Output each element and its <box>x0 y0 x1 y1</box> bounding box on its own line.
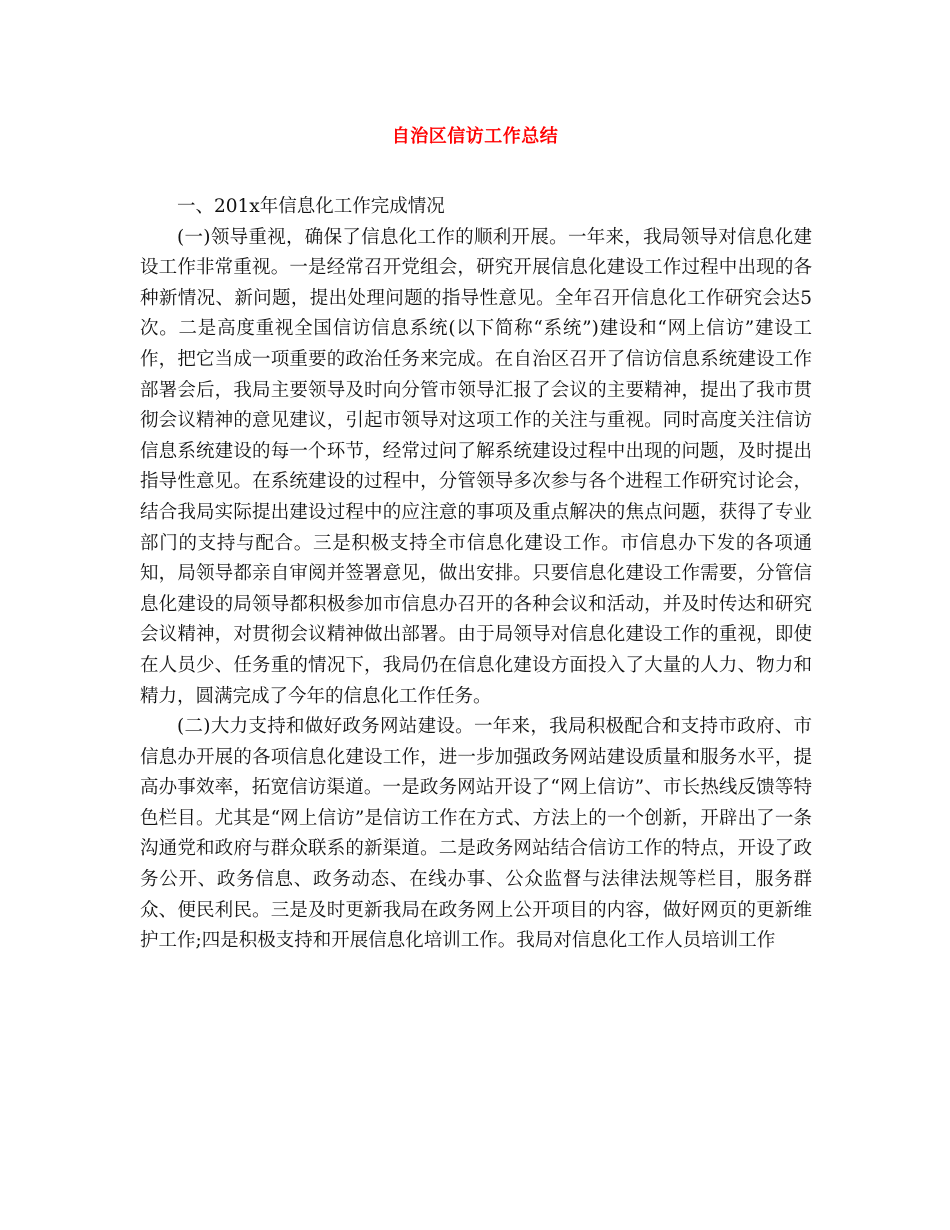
paragraph-2: (二)大力支持和做好政务网站建设。一年来，我局积极配合和支持市政府、市信息办开展的各项信息化建设工作，进一步加强政务网站建设质量和服务水平，提高办事效率，拓宽信访渠道。一是政务网站开设了“网上信访”、市长热线反馈等特色栏目。尤其是“网上信访”是信访工作在方式、方法上的一个创新，开辟出了一条沟通党和政府与群众联系的新渠道。二是政务网站结合信访工作的特点，开设了政务公开、政务信息、政务动态、在线办事、公众监督与法律法规等栏目，服务群众、便民利民。三是及时更新我局在政务网上公开项目的内容，做好网页的更新维护工作;四是积极支持和开展信息化培训工作。我局对信息化工作人员培训工作 <box>140 716 812 952</box>
paragraph-1: (一)领导重视，确保了信息化工作的顺利开展。一年来，我局领导对信息化建设工作非常重视。一是经常召开党组会，研究开展信息化建设工作过程中出现的各种新情况、新问题，提出处理问题的指导性意见。全年召开信息化工作研究会达5次。二是高度重视全国信访信息系统(以下简称“系统”)建设和“网上信访”建设工作，把它当成一项重要的政治任务来完成。在自治区召开了信访信息系统建设工作部署会后，我局主要领导及时向分管市领导汇报了会议的主要精神，提出了我市贯彻会议精神的意见建议，引起市领导对这项工作的关注与重视。同时高度关注信访信息系统建设的每一个环节，经常过问了解系统建设过程中出现的问题，及时提出指导性意见。在系统建设的过程中，分管领导多次参与各个进程工作研究讨论会，结合我局实际提出建设过程中的应注意的事项及重点解决的焦点问题，获得了专业部门的支持与配合。三是积极支持全市信息化建设工作。市信息办下发的各项通知，局领导都亲自审阅并签署意见，做出安排。只要信息化建设工作需要，分管信息化建设的局领导都积极参加市信息办召开的各种会议和活动，并及时传达和研究会议精神，对贯彻会议精神做出部署。由于局领导对信息化建设工作的重视，即使在人员少、任务重的情况下，我局仍在信息化建设方面投入了大量的人力、物力和精力，圆满完成了今年的信息化工作任务。 <box>140 226 812 707</box>
document-body <box>140 192 812 957</box>
section-heading: 一、201x年信息化工作完成情况 <box>177 196 445 217</box>
document-title: 自治区信访工作总结 <box>391 126 559 147</box>
